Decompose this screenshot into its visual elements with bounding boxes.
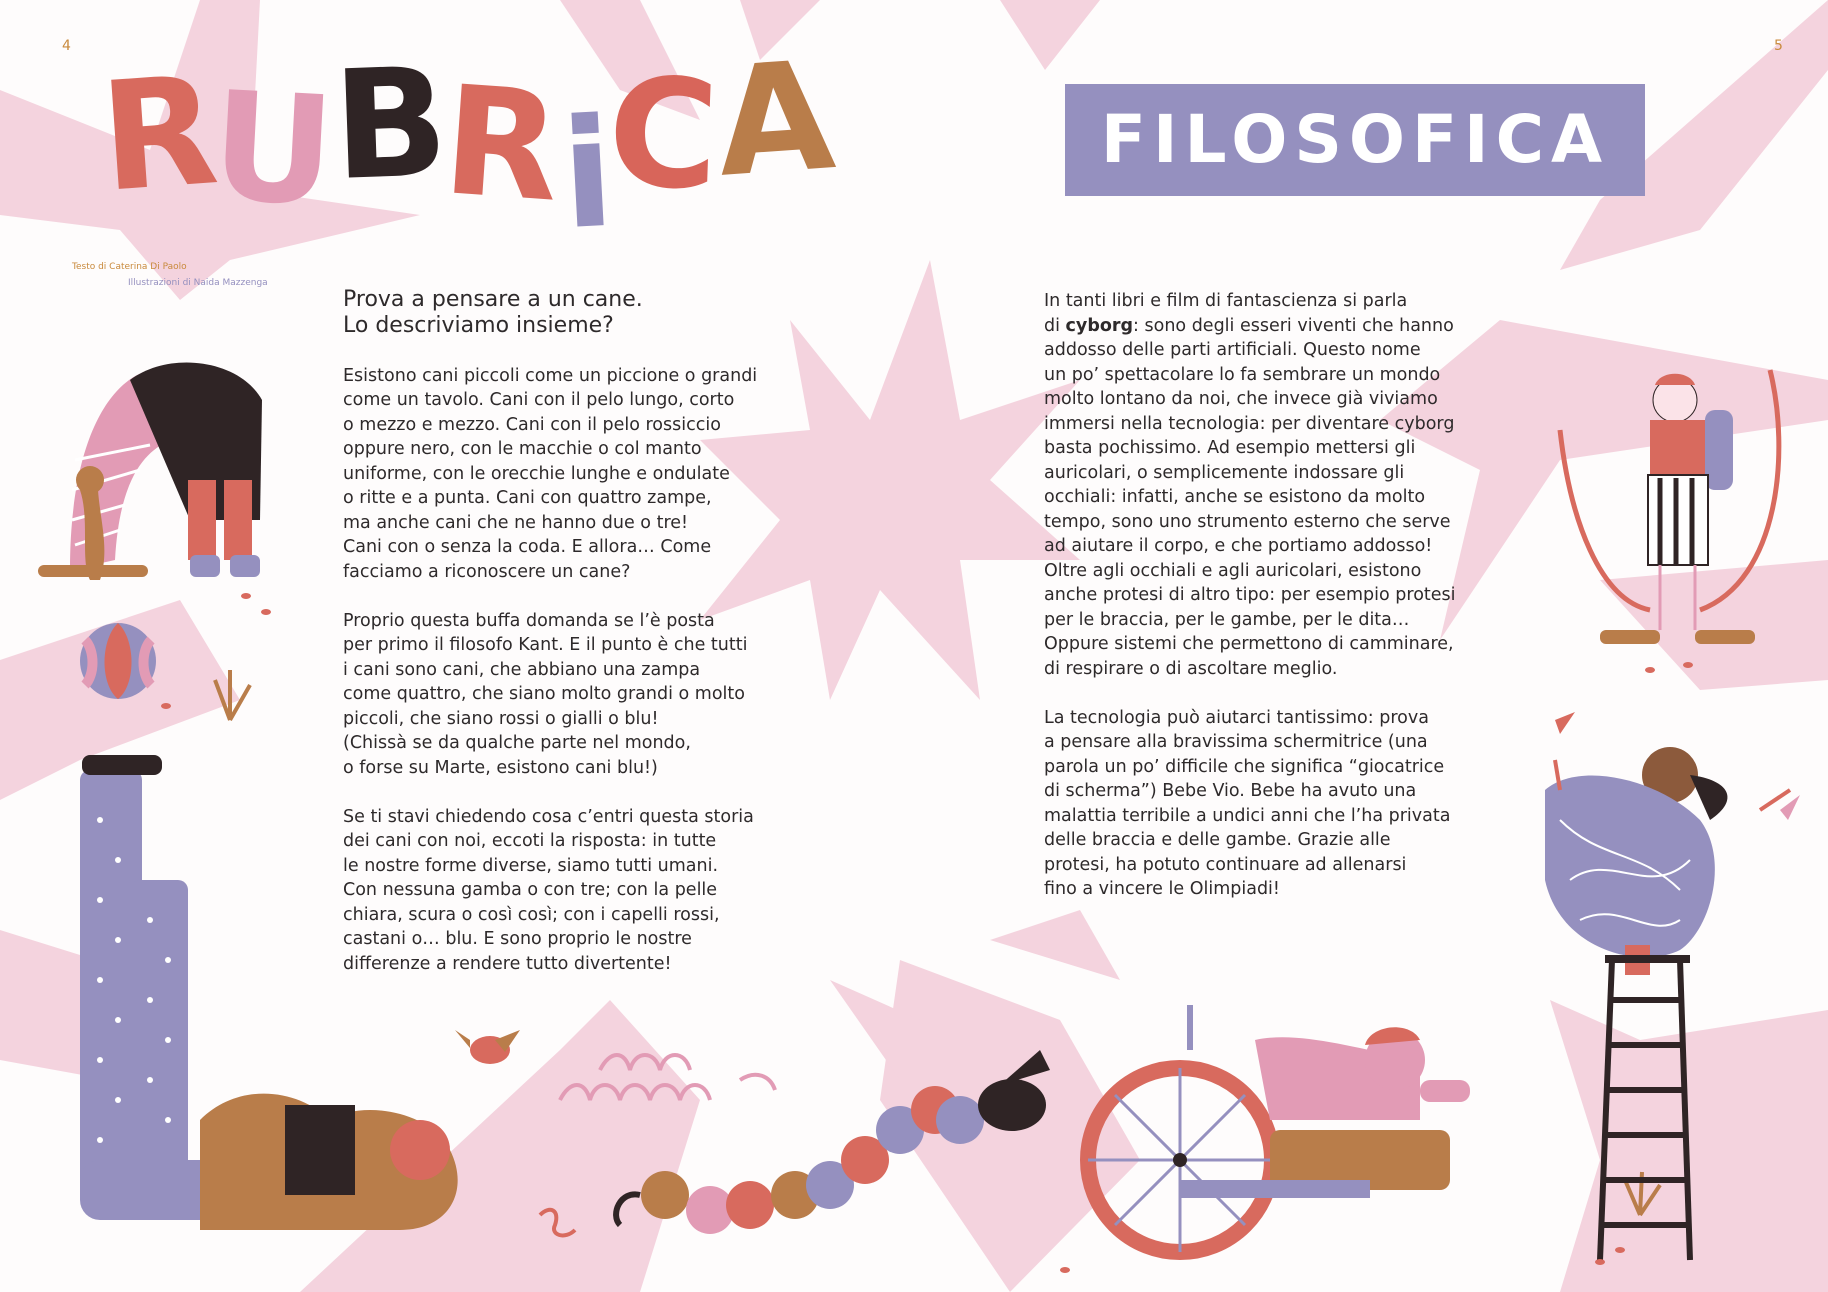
left-paragraph-1: Esistono cani piccoli come un piccione o grandi come un tavolo. Cani con il pelo lungo, corto o mezzo e mezzo. Cani con il pelo rossiccio oppure nero, con le macchie o col manto uniforme, con le orecchie lunghe e ondulate o ritte e a punta. Cani con quattro zampe, ma anche cani che ne hanno due o tre! Cani con o senza la coda. E allora… Come facciamo a riconoscere un cane? — [343, 365, 758, 582]
title-letter: B — [330, 36, 452, 214]
title-letter: R — [437, 54, 566, 236]
right-paragraph-1-start: In tanti libri e film di fantascienza si parla di — [1044, 291, 1408, 336]
title-letter: U — [207, 59, 338, 241]
backbend-kid-illustration — [38, 363, 262, 580]
page-number-left: 4 — [62, 38, 71, 54]
right-paragraph-2: La tecnologia può aiutarci tantissimo: prova a pensare alla bravissima schermitrice (una parola un po’ difficile che significa “giocatrice di scherma”) Bebe Vio. Bebe ha avuto una malattia terribile a undici anni che l’ha privata delle braccia e delle gambe. Grazie alle protesi, ha potuto continuare ad allenarsi fino a vincere le Olimpiadi! — [1044, 707, 1451, 899]
title-letter: R — [95, 44, 223, 226]
wheelchair-kid-illustration — [1088, 1005, 1470, 1252]
credit-illustrator: Illustrazioni di Naida Mazzenga — [128, 278, 268, 288]
title-letter: C — [604, 46, 722, 224]
title-letter: i — [557, 86, 619, 264]
bird-illustration — [455, 1030, 520, 1064]
page-number-right: 5 — [1774, 38, 1783, 54]
caterpillar-dog-illustration — [616, 1050, 1050, 1234]
beach-ball-illustration — [80, 623, 156, 699]
title-filosofica: FILOSOFICA — [1065, 84, 1645, 196]
ladder-girl-illustration — [1545, 712, 1800, 1260]
left-heading: Prova a pensare a un cane. Lo descriviamo insieme? — [343, 287, 643, 338]
term-cyborg: cyborg — [1065, 315, 1134, 336]
left-paragraph-3: Se ti stavi chiedendo cosa c’entri questa storia dei cani con noi, eccoti la risposta: in tutte le nostre forme diverse, siamo tutti umani. Con nessuna gamba o con tre; con la pelle chiara, scura o così così; con i capelli rossi, castani o… blu. E sono proprio le nostre differenze a rendere tutto divertente! — [343, 806, 754, 974]
left-paragraph-2: Proprio questa buffa domanda se l’è posta per primo il filosofo Kant. E il punto è che tutti i cani sono cani, che abbiano una zampa come quattro, che siano molto grandi o molto piccoli, che siano rossi o gialli o blu! (Chissà se da qualche parte nel mondo, o forse su Marte, esistono cani blu!) — [343, 610, 748, 778]
credit-text-author: Testo di Caterina Di Paolo — [72, 262, 187, 272]
upside-down-kid-illustration — [80, 755, 458, 1230]
title-letter: A — [711, 29, 840, 211]
right-paragraph-1-rest: : sono degli esseri viventi che hanno addosso delle parti artificiali. Questo nome un po’ spettacolare lo fa sembrare un mondo molto lontano da noi, che invece già viviamo immersi nella tecnologia: per diventare cyborg basta pochissimo. Ad esempio mettersi gli auricolari, o semplicemente indossare gli occhiali: infatti, anche se esistono da molto tempo, sono uno strumento esterno che serve ad aiutare il corpo, e che portiamo addosso! Oltre agli occhiali e agli auricolari, esistono anche protesi di altro tipo: per esempio protesi per le braccia, per le gambe, per le dita… Oppure sistemi che permettono di camminare, di respirare o di ascoltare meglio. — [1044, 315, 1456, 679]
jump-rope-kid-illustration — [1560, 370, 1779, 644]
